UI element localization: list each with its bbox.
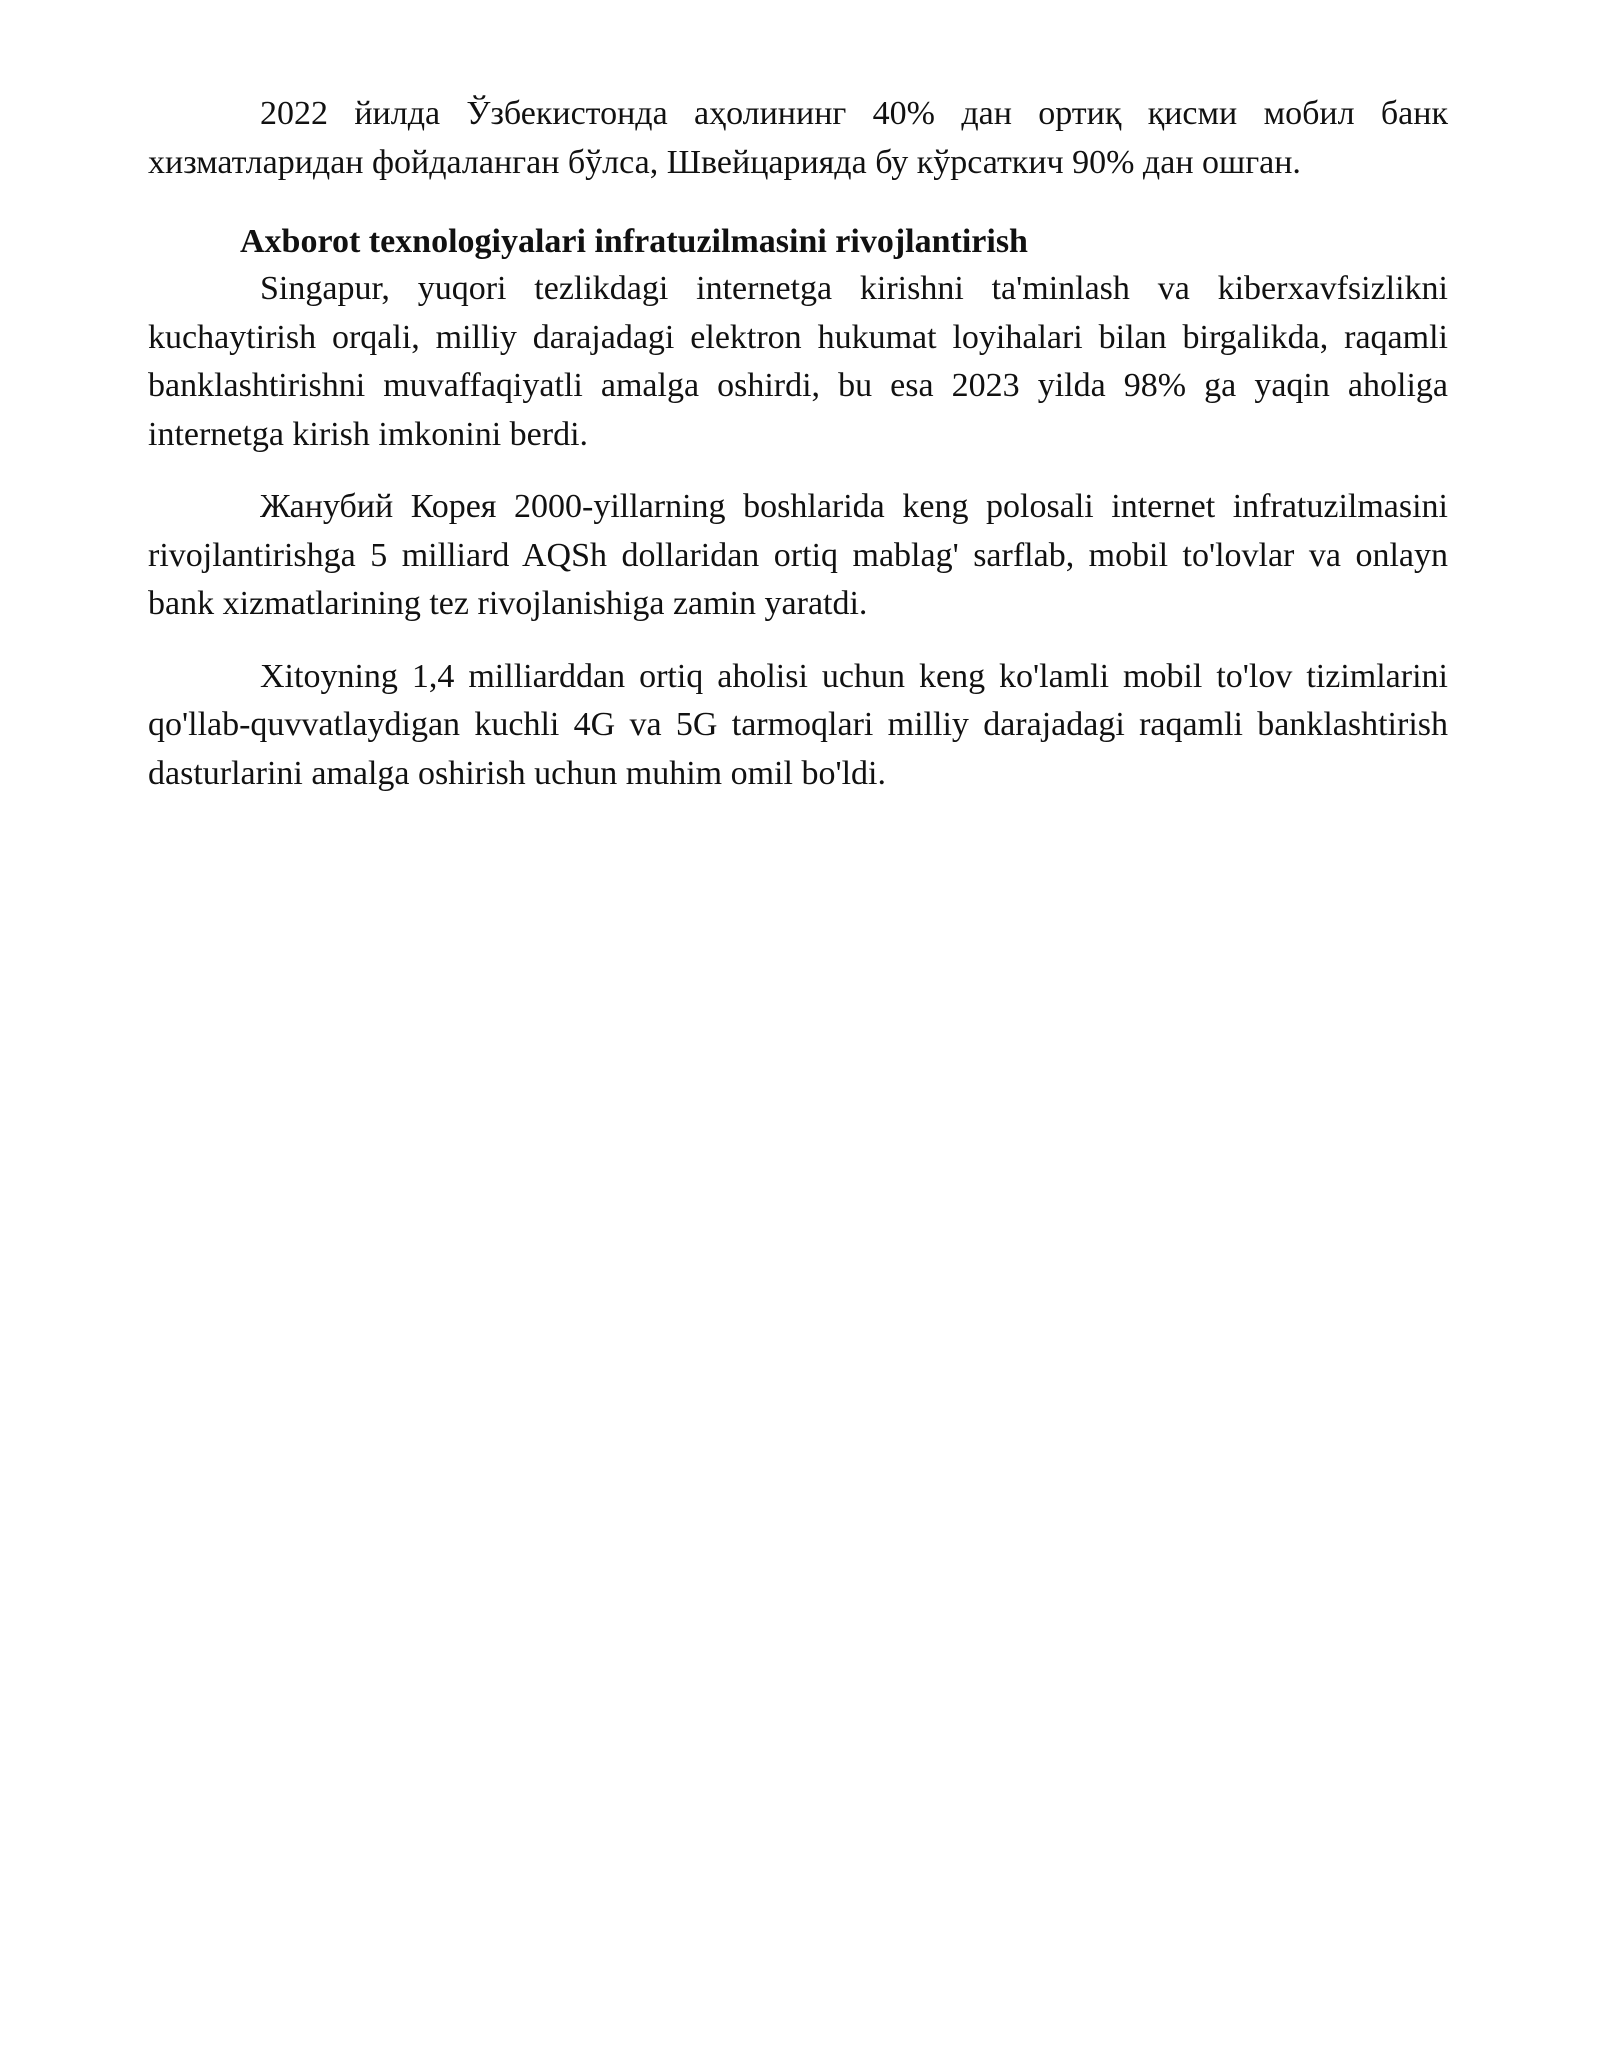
paragraph-south-korea: Жанубий Корея 2000-yillarning boshlarida keng polosali internet infratuzilmasini rivojlantirishga 5 milliard AQSh dollaridan ortiq mablag' sarflab, mobil to'lovlar va onlayn bank xizmatlarining tez rivojlanishiga zamin yaratdi. xyxy=(148,488,1448,622)
document-body xyxy=(148,90,1448,798)
paragraph-china: Xitoyning 1,4 milliarddan ortiq aholisi uchun keng ko'lamli mobil to'lov tizimlarini qo'llab-quvvatlaydigan kuchli 4G va 5G tarmoqlari milliy darajadagi raqamli banklashtirish dasturlarini amalga oshirish uchun muhim omil bo'ldi. xyxy=(148,657,1448,792)
paragraph-singapore: Singapur, yuqori tezlikdagi internetga kirishni ta'minlash va kiberxavfsizlikni kuchaytirish orqali, milliy darajadagi elektron hukumat loyihalari bilan birgalikda, raqamli banklashtirishni muvaffaqiyatli amalga oshirdi, bu esa 2023 yilda 98% ga yaqin aholiga internetga kirish imkonini berdi. xyxy=(148,270,1448,453)
paragraph-mobile-banking-usage: 2022 йилда Ўзбекистонда аҳолининг 40% дан ортиқ қисми мобил банк хизматларидан фойдаланган бўлса, Швейцарияда бу кўрсаткич 90% дан ошган. xyxy=(148,95,1448,181)
section-heading: Axborot texnologiyalari infratuzilmasini rivojlantirish xyxy=(240,223,1028,260)
